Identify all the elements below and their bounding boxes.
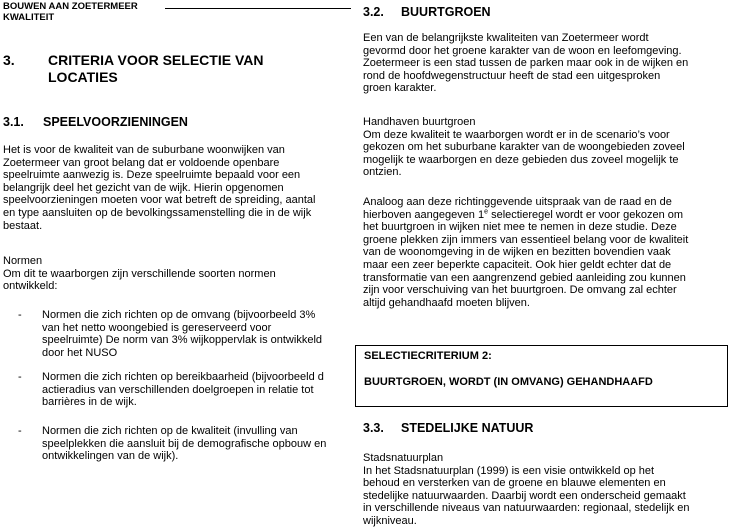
stadsnatuur-heading: Stadsnatuurplan [363, 452, 444, 464]
chapter-title: CRITERIA VOOR SELECTIE VAN LOCATIES [48, 52, 264, 85]
selectiecriterium-box [355, 345, 728, 407]
list-item-text: Normen die zich richten op de omvang (bijvoorbeeld 3% van het netto woongebied is gereserveerd voor speelruimte) De norm van 3% wijkoppervlak is ontwikkeld door het NUSO [42, 309, 323, 359]
section-title: STEDELIJKE NATUUR [401, 421, 534, 435]
list-item-text: Normen die zich richten op de kwaliteit (invulling van speelplekken die aansluit bij de demografische opbouw en ontwikkelingen van de wijk). [42, 425, 327, 463]
list-dash: - [18, 309, 22, 321]
section-number: 3.2. [363, 5, 384, 19]
list-dash: - [18, 371, 22, 383]
normen-intro: Om dit te waarborgen zijn verschillende soorten normen ontwikkeld: [3, 267, 276, 293]
paragraph-handhaven: Om deze kwaliteit te waarborgen wordt er in de scenario’s voor gekozen om het suburbane karakter van de woongebieden zoveel mogelijk te waarborgen en deze gebieden dus zoveel mogelijk te ontzien. [363, 128, 685, 179]
section-number: 3.1. [3, 115, 24, 129]
superscript-e: e [484, 207, 489, 215]
section-heading-3-3 [363, 421, 723, 436]
running-header: BOUWEN AAN ZOETERMEER KWALITEIT [3, 1, 138, 23]
list-dash: - [18, 425, 22, 437]
section-heading-3-2 [363, 5, 723, 20]
paragraph-stadsnatuurplan: In het Stadsnatuurplan (1999) is een visie ontwikkeld op het behoud en versterken van de groene en blauwe elementen en stedelijke natuurwaarden. Daarbij wordt een onderscheid gemaakt in verschillende niveaus van natuurwaarden: regionaal, stedelijk en wijkniveau. [363, 464, 690, 527]
normen-heading: Normen [3, 255, 43, 267]
list-item-text: Normen die zich richten op bereikbaarheid (bijvoorbeeld d actieradius van verschillenden doelgroepen in relatie tot barrières in de wijk. [42, 371, 324, 409]
normen-list [3, 0, 368, 530]
section-number: 3.3. [363, 421, 384, 435]
paragraph-analoog-part-b: selectieregel wordt er voor gekozen om het buurtgroen in wijken niet mee te nemen in deze studie. Deze groene plekken zijn immers van essentieel belang voor de kwaliteit van de woonomgeving in de wijken en bezitten bovendien vaak maar een zeer beperkte capaciteit. Ook hier geldt echter dat de transformatie van een aangrenzend gebied aanleiding zou kunnen zijn voor verschuiving van het buurtgroen. De omvang zal echter altijd gehandhaafd moeten blijven. [363, 208, 689, 309]
section-title: BUURTGROEN [401, 5, 491, 19]
paragraph-analoog [363, 196, 733, 309]
chapter-number: 3. [3, 52, 15, 68]
paragraph-analoog-part-a: Analoog aan deze richtinggevende uitspraak van de raad en de hierboven aangegeven 1 [363, 196, 672, 221]
handhaven-heading: Handhaven buurtgroen [363, 116, 476, 128]
section-title: SPEELVOORZIENINGEN [43, 115, 188, 129]
criterium-label: SELECTIECRITERIUM 2: [364, 350, 492, 362]
paragraph-speelruimte: Het is voor de kwaliteit van de suburbane woonwijken van Zoetermeer van groot belang dat er voldoende openbare speelruimte aanwezig is. Deze speelruimte bepaald voor een belangrijk deel het gezicht van de wijk. Hierin opgenomen speelvoorzieningen moeten voor wat betreft de spreiding, aantal en type aansluiten op de bevolkingssamenstelling die in de wijk bestaat. [3, 144, 316, 232]
paragraph-groen-karakter: Een van de belangrijkste kwaliteiten van Zoetermeer wordt gevormd door het groene karakter van de woon en leefomgeving. Zoetermeer is een stad tussen de parken maar ook in de wijken en rond de hoofdwegenstructuur heeft de stad een uitgesproken groen karakter. [363, 32, 689, 95]
criterium-text: BUURTGROEN, WORDT (IN OMVANG) GEHANDHAAFD [364, 376, 653, 388]
